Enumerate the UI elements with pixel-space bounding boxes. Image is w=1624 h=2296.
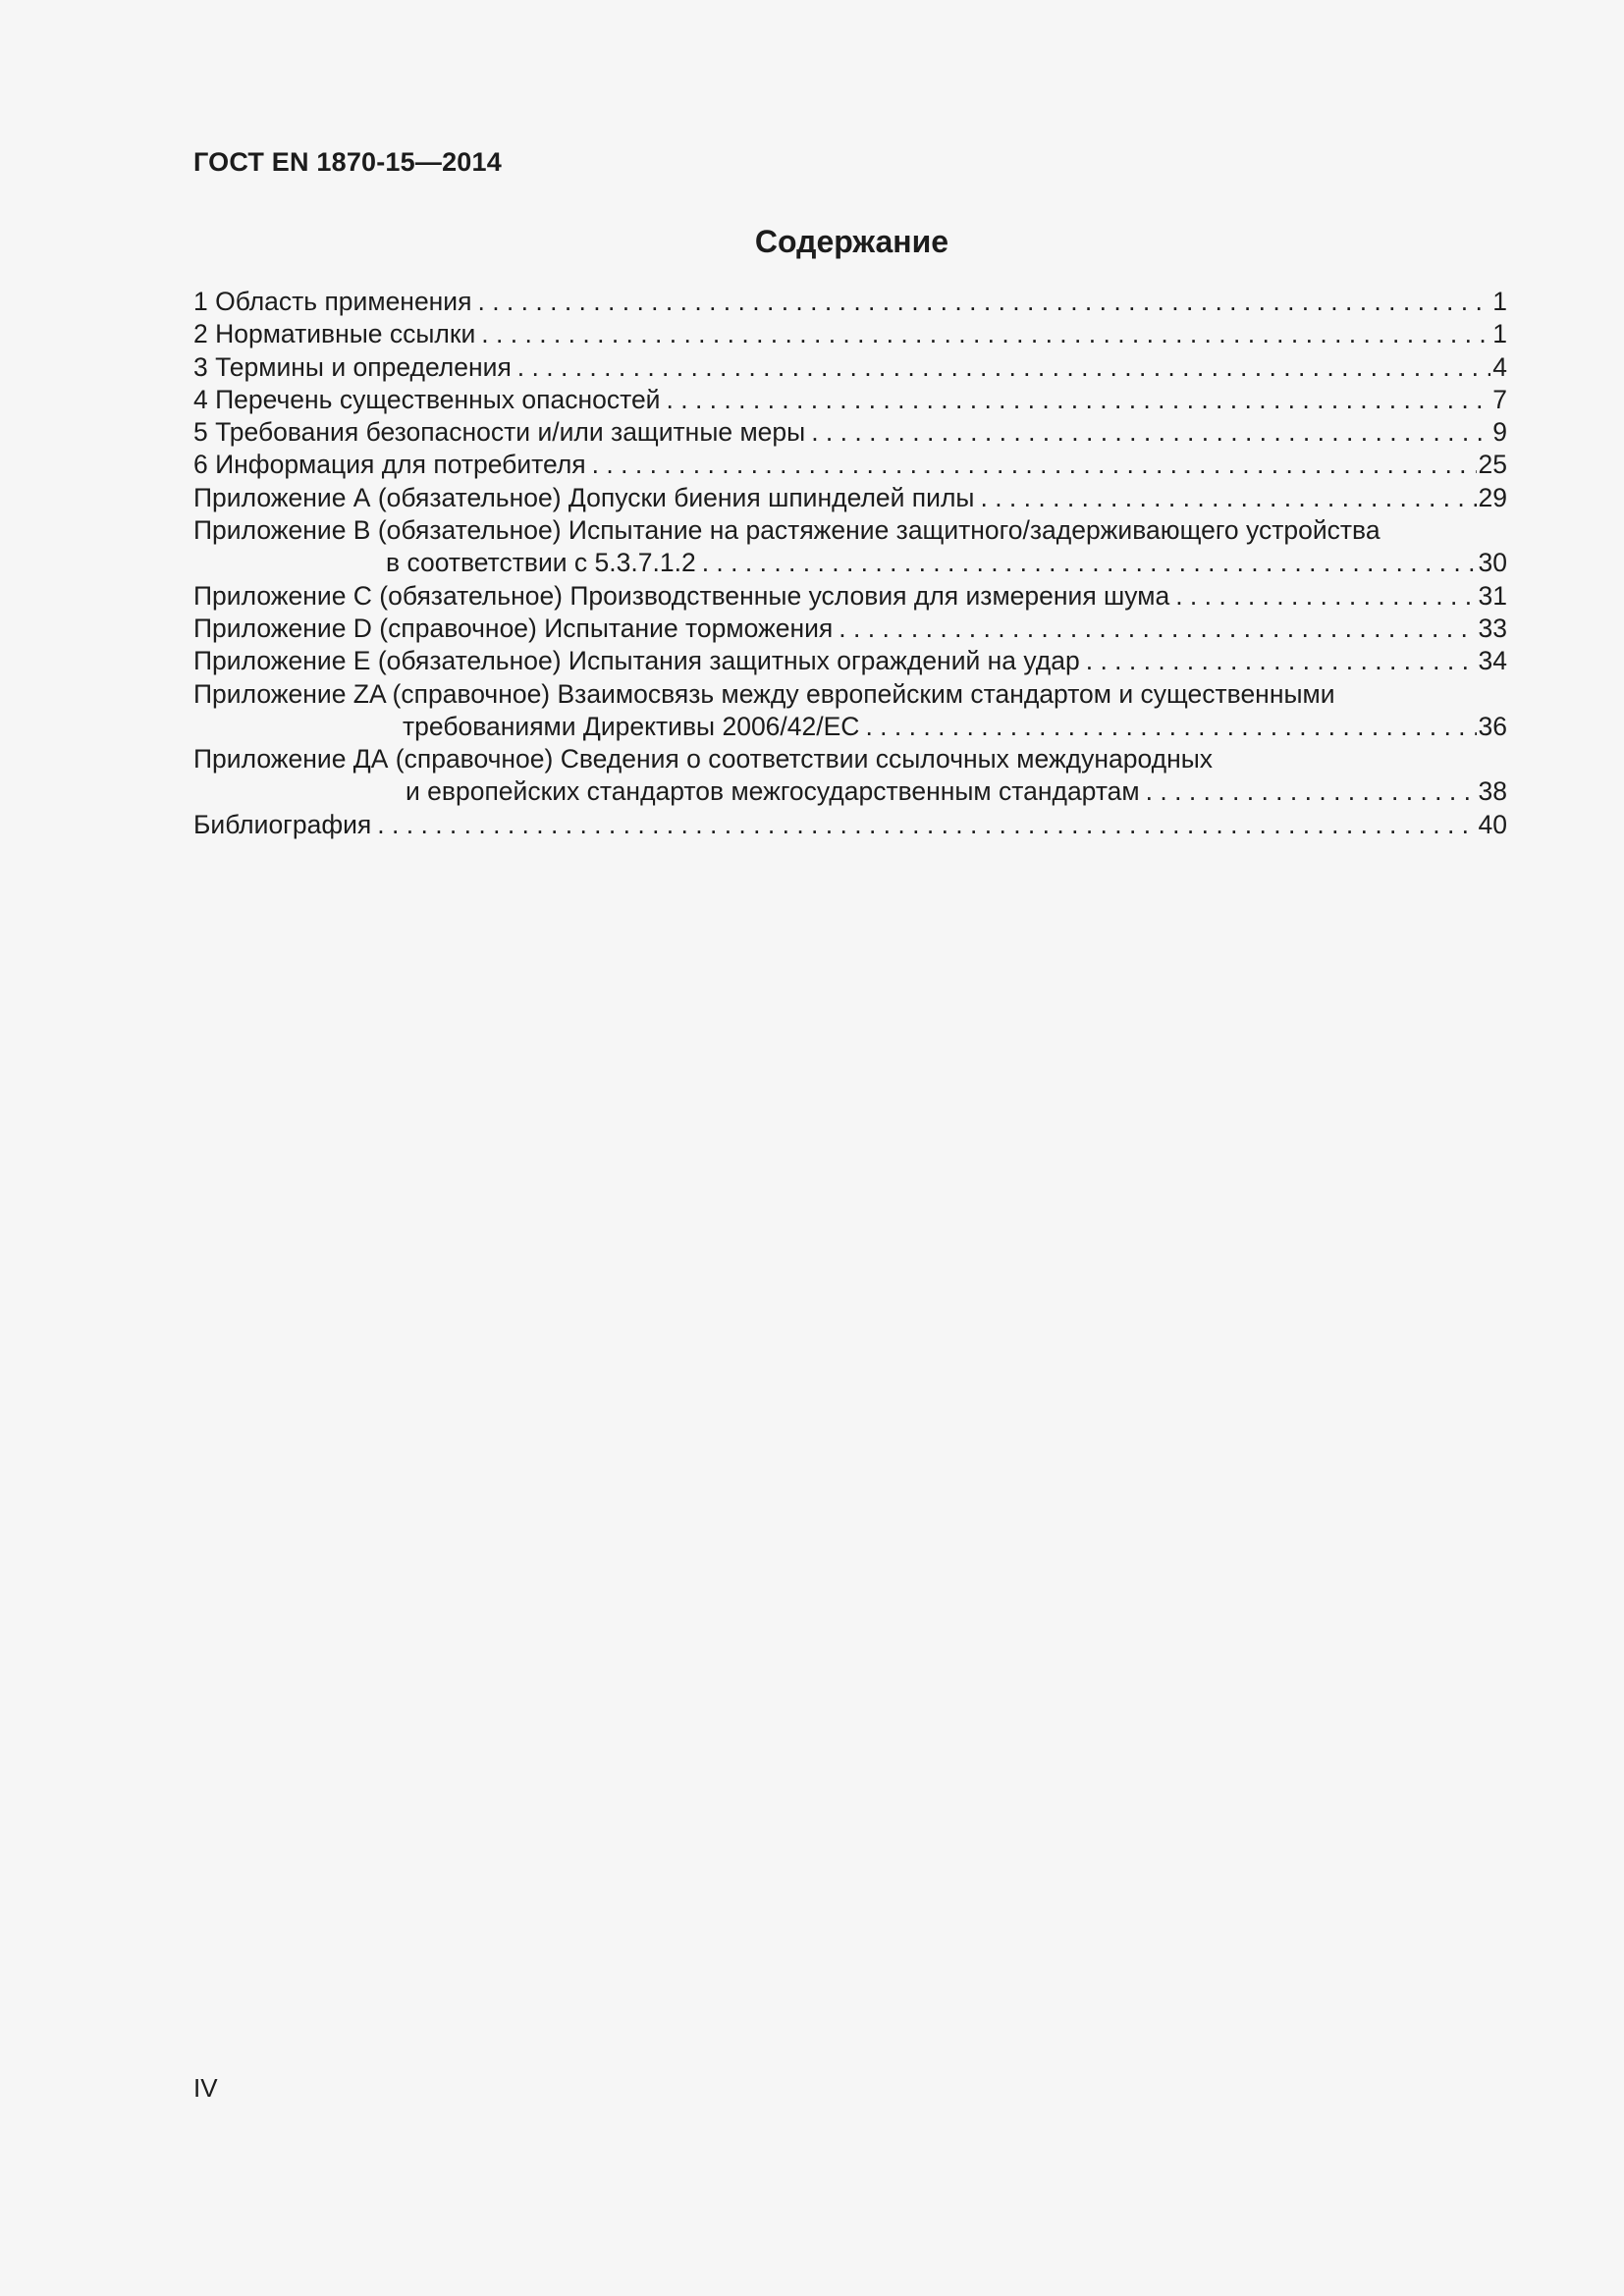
toc-item-annex-c[interactable]: [193, 580, 1507, 613]
toc-leader: [592, 449, 1477, 481]
toc-leader: [1146, 775, 1477, 808]
toc-item-page: 25: [1478, 450, 1507, 480]
toc-leader: [980, 482, 1476, 514]
toc-item-information-for-use[interactable]: [193, 449, 1507, 481]
table-of-contents: [193, 286, 1507, 841]
toc-leader: [1175, 580, 1476, 613]
toc-item-annex-d[interactable]: [193, 613, 1507, 645]
toc-item-annex-za[interactable]: [193, 678, 1507, 711]
toc-item-normative-references[interactable]: [193, 318, 1507, 350]
toc-item-bibliography[interactable]: [193, 809, 1507, 841]
toc-item-scope[interactable]: [193, 286, 1507, 318]
toc-item-label: 2 Нормативные ссылки: [193, 319, 476, 349]
toc-item-page: 1: [1492, 287, 1507, 316]
document-code: ГОСТ EN 1870-15—2014: [193, 147, 502, 177]
toc-leader: [839, 613, 1476, 645]
toc-item-label: 6 Информация для потребителя: [193, 450, 586, 480]
toc-item-annex-e[interactable]: [193, 645, 1507, 677]
toc-item-label: требованиями Директивы 2006/42/ЕС: [403, 711, 860, 741]
toc-item-page: 31: [1478, 580, 1507, 611]
toc-item-page: 9: [1492, 417, 1507, 448]
toc-item-label: 5 Требования безопасности и/или защитные меры: [193, 417, 806, 448]
toc-item-label: Приложение В (обязательное) Испытание на растяжение защитного/задерживающего устройства: [193, 515, 1380, 546]
toc-item-label: 3 Термины и определения: [193, 351, 512, 382]
toc-item-page: 34: [1478, 646, 1507, 676]
toc-item-label: Приложение D (справочное) Испытание торможения: [193, 613, 834, 643]
toc-item-annex-b-continuation[interactable]: [193, 547, 1507, 579]
toc-item-terms[interactable]: [193, 351, 1507, 384]
toc-leader: [477, 286, 1490, 318]
toc-item-label: 4 Перечень существенных опасностей: [193, 384, 661, 414]
toc-item-label: Библиография: [193, 809, 372, 839]
toc-item-label: и европейских стандартов межгосударственным стандартам: [406, 776, 1140, 807]
toc-leader: [702, 547, 1477, 579]
toc-item-label: Приложение С (обязательное) Производственные условия для измерения шума: [193, 580, 1170, 611]
toc-item-page: 36: [1478, 711, 1507, 741]
toc-leader: [811, 416, 1490, 449]
toc-item-hazards[interactable]: [193, 384, 1507, 416]
toc-item-annex-a[interactable]: [193, 482, 1507, 514]
toc-item-safety-requirements[interactable]: [193, 416, 1507, 449]
toc-item-label: Приложение Е (обязательное) Испытания защитных ограждений на удар: [193, 646, 1080, 676]
toc-item-label: Приложение ДА (справочное) Сведения о соответствии ссылочных международных: [193, 744, 1214, 774]
toc-leader: [377, 809, 1476, 841]
toc-item-label: Приложение А (обязательное) Допуски биения шпинделей пилы: [193, 482, 975, 512]
toc-leader: [667, 384, 1491, 416]
toc-leader: [865, 711, 1476, 743]
toc-item-label: в соответствии с 5.3.7.1.2: [386, 548, 696, 578]
toc-item-annex-da-continuation[interactable]: [193, 775, 1507, 808]
toc-item-page: 38: [1478, 776, 1507, 807]
toc-leader: [1086, 645, 1477, 677]
toc-item-page: 29: [1478, 482, 1507, 512]
toc-item-page: 4: [1492, 351, 1507, 382]
toc-item-page: 30: [1478, 548, 1507, 578]
toc-item-annex-b[interactable]: [193, 514, 1507, 547]
toc-item-page: 1: [1492, 319, 1507, 349]
toc-item-label: Приложение ZA (справочное) Взаимосвязь между европейским стандартом и существенными: [193, 678, 1335, 709]
toc-item-page: 33: [1478, 613, 1507, 643]
toc-item-page: 40: [1478, 809, 1507, 839]
toc-item-label: 1 Область применения: [193, 287, 472, 316]
toc-leader: [517, 351, 1490, 384]
toc-item-annex-da[interactable]: [193, 743, 1507, 775]
toc-item-page: 7: [1492, 384, 1507, 414]
toc-title: Содержание: [754, 224, 949, 259]
toc-leader: [481, 318, 1490, 350]
page-number: IV: [193, 2073, 218, 2103]
toc-item-annex-za-continuation[interactable]: [193, 711, 1507, 743]
